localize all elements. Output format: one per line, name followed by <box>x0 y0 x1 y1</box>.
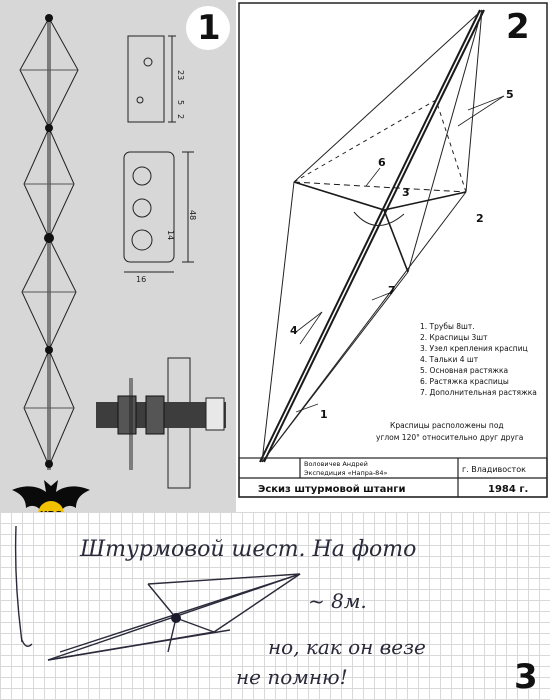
stamp-expedition: Экспедиция «Напра-84» <box>304 469 388 477</box>
stamp-author: Воловичев Андрей <box>304 460 368 468</box>
panel-3-note <box>0 512 550 700</box>
panel-1-photo <box>0 0 236 512</box>
dim-label: 14 <box>166 230 175 241</box>
note-line-2: углом 120° относительно друг друга <box>376 433 524 442</box>
handwriting-line-3: но, как он везе <box>268 635 426 659</box>
note-drawing <box>0 512 550 700</box>
sketch-node <box>171 613 181 623</box>
callout-5: 5 <box>506 88 514 101</box>
handwriting-line-2: ~ 8м. <box>308 589 367 613</box>
dim-label: 5 <box>176 100 185 106</box>
mast-nodes <box>44 14 54 468</box>
callout-2: 2 <box>476 212 484 225</box>
callout-6: 6 <box>378 156 386 169</box>
callout-3: 3 <box>402 186 410 199</box>
dim-label: 16 <box>136 275 147 284</box>
mast-structure <box>20 18 78 470</box>
legend-item: 3. Узел крепления краспиц <box>420 344 528 353</box>
legend <box>420 322 537 397</box>
panel-number-3: 3 <box>514 657 538 697</box>
dim-label: 23 <box>176 70 185 81</box>
legend-item: 7. Дополнительная растяжка <box>420 388 537 397</box>
handwriting-line-1: Штурмовой шест. На фото <box>80 537 417 562</box>
detail-plate-top <box>128 36 176 122</box>
mast-drawing-2 <box>236 0 550 512</box>
legend-item: 6. Растяжка краспицы <box>420 377 509 386</box>
detail-joint <box>96 358 226 488</box>
dim-label: 2 <box>176 114 185 120</box>
stamp-year: 1984 г. <box>488 484 529 495</box>
stamp-city: г. Владивосток <box>462 465 526 474</box>
note-line-1: Краспицы расположены под <box>390 421 504 430</box>
callout-4: 4 <box>290 324 298 337</box>
dim-label: 48 <box>188 210 197 221</box>
stamp-title: Эскиз штурмовой штанги <box>258 484 406 495</box>
legend-item: 2. Краспицы 3шт <box>420 333 488 342</box>
mast-drawing-1 <box>0 0 236 512</box>
legend-item: 5. Основная растяжка <box>420 366 509 375</box>
handwriting-line-4: не помню! <box>236 665 348 689</box>
detail-plate-middle <box>124 152 194 272</box>
legend-item: 1. Трубы 8шт. <box>420 322 475 331</box>
panel-2-sketch <box>236 0 550 512</box>
legend-item: 4. Тальки 4 шт <box>420 355 479 364</box>
panel-number-1: 1 <box>197 8 221 48</box>
callout-1: 1 <box>320 408 328 421</box>
spreaders <box>294 182 466 272</box>
callout-7: 7 <box>388 284 396 297</box>
panel-number-2: 2 <box>506 7 530 47</box>
callout-leaders <box>296 96 504 412</box>
